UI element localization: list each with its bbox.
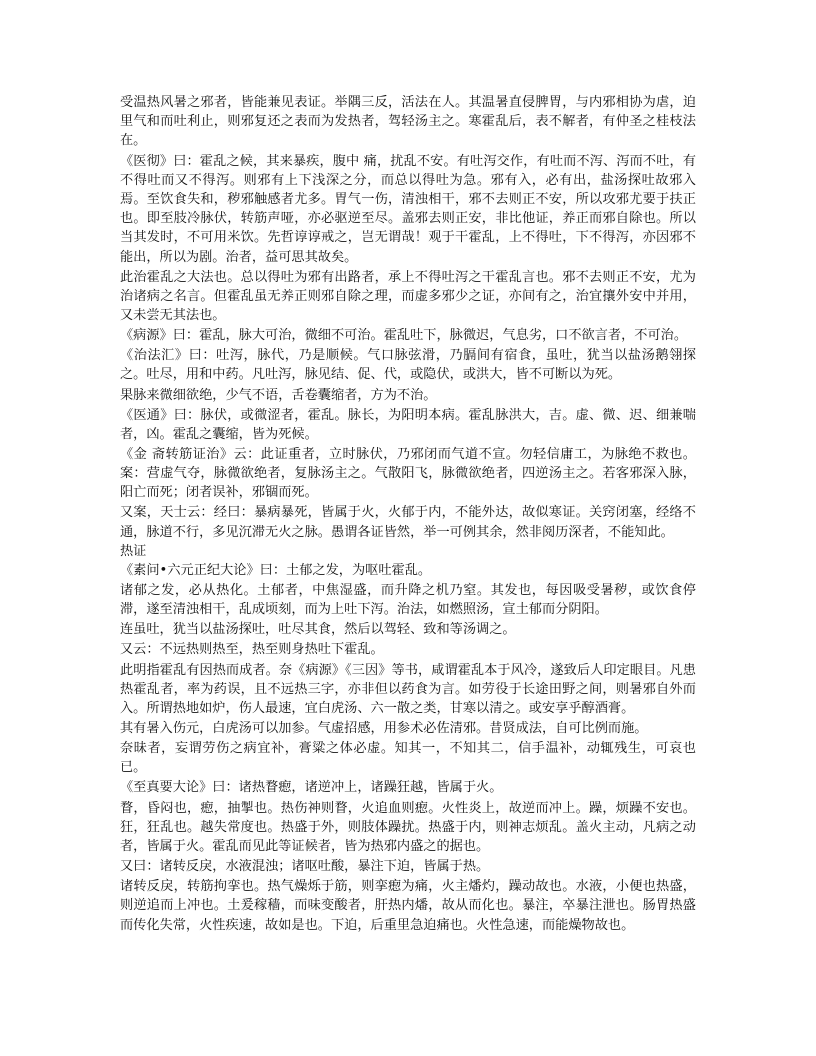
- paragraph: 又案，天士云：经曰：暴病暴死，皆属于火，火郁于内，不能外达，故似寒证。关窍闭塞，经络不通，脉道不行，多见沉滞无火之脉。愚谓各证皆然，举一可例其余，然非阅历深者，不能知此。: [120, 505, 696, 540]
- section-title: 热证: [120, 543, 147, 559]
- document-page: [120, 93, 696, 935]
- paragraph: 其有暑入伤元，白虎汤可以加参。气虚招感，用参术必佐清邪。昔贤成法，自可比例而施。: [120, 721, 648, 737]
- paragraph: 《病源》曰：霍乱，脉大可治，微细不可治。霍乱吐下，脉微迟，气息劣，口不欲言者，不可治。: [120, 328, 688, 344]
- paragraph: 又云：不远热则热至，热至则身热吐下霍乱。: [120, 642, 384, 658]
- paragraph: 《医彻》曰：霍乱之候，其来暴疾，腹中 痛，扰乱不安。有吐泻交作，有吐而不泻、泻而不吐，有不得吐而又不得泻。则邪有上下浅深之分，而总以得吐为急。邪有入，必有出，盐汤探吐故邪入焉。至饮食失和，秽邪触感者尤多。胃气一伤，清浊相干，邪不去则正不安，所以攻邪尤要于扶正也。即至肢冷脉伏，转筋声哑，亦必驱逆至尽。盖邪去则正安，非比他证，养正而邪自除也。所以当其发时，不可用米饮。先哲谆谆戒之，岂无谓哉！观于干霍乱，上不得吐，下不得泻，亦因邪不能出，所以为剧。治者，益可思其故矣。: [120, 153, 696, 265]
- paragraph: 连虽吐，犹当以盐汤探吐，吐尽其食，然后以驾轻、致和等汤调之。: [120, 622, 516, 638]
- paragraph: 受温热风暑之邪者，皆能兼见表证。举隅三反，活法在人。其温暑直侵脾胃，与内邪相协为虐，迫里气和而吐利止，则邪复还之表而为发热者，驾轻汤主之。寒霍乱后，表不解者，有仲圣之桂枝法在。: [120, 95, 696, 149]
- paragraph: 诸转反戾，转筋拘挛也。热气燥烁于筋，则挛瘛为痛，火主燔灼，躁动故也。水液，小便也热盛，则逆追而上冲也。土爰稼穑，而味变酸者，肝热内燔，故从而化也。暴注，卒暴注泄也。肠胃热盛而传化失常，火性疾速，故如是也。下迫，后重里急迫痛也。火性急速，而能燥物故也。: [120, 879, 696, 933]
- paragraph: 瞀，昏闷也，瘛，抽掣也。热伤神则瞀，火追血则瘛。火性炎上，故逆而冲上。躁，烦躁不安也。狂，狂乱也。越失常度也。热盛于外，则肢体躁扰。热盛于内，则神志烦乱。盖火主动，凡病之动者，皆属于火。霍乱而见此等证候者，皆为热邪内盛之的据也。: [120, 800, 696, 854]
- paragraph: 《金 斋转筋证治》云：此证重者，立时脉伏，乃邪闭而气道不宣。勿轻信庸工，为脉绝不救也。案：营虚气夺，脉微欲绝者，复脉汤主之。气散阳飞，脉微欲绝者，四逆汤主之。若客邪深入脉，阳亡而死；闭者误补，邪锢而死。: [120, 446, 696, 501]
- paragraph: 此明指霍乱有因热而成者。奈《病源》《三因》等书，咸谓霍乱本于风冷，遂致后人印定眼目。凡患热霍乱者，率为药误，且不远热三字，亦非但以药食为言。如劳役于长途田野之间，则暑邪自外而入。所谓热地如炉，伤人最速，宜白虎汤、六一散之类，甘寒以清之。或安享乎醇酒膏。: [120, 662, 696, 716]
- paragraph: 《素问•六元正纪大论》曰：土郁之发，为呕吐霍乱。: [120, 563, 432, 578]
- paragraph: 果脉来微细欲绝，少气不语，舌卷囊缩者，方为不治。: [120, 387, 437, 403]
- paragraph: 又曰：诸转反戾，水液混浊；诸呕吐酸，暴注下迫，皆属于热。: [120, 859, 490, 875]
- paragraph: 《至真要大论》曰：诸热瞀瘛，诸逆冲上，诸躁狂越，皆属于火。: [120, 780, 503, 796]
- paragraph: 诸郁之发，必从热化。土郁者，中焦湿盛，而升降之机乃窒。其发也，每因吸受暑秽，或饮食停滞，遂至清浊相干，乱成顷刻，而为上吐下泻。治法，如燃照汤，宣土郁而分阴阳。: [120, 583, 696, 618]
- paragraph: 《治法汇》曰：吐泻，脉代，乃是顺候。气口脉弦滑，乃膈间有宿食，虽吐，犹当以盐汤鹅翎探之。吐尽，用和中药。凡吐泻，脉见结、促、代，或隐伏，或洪大，皆不可断以为死。: [120, 348, 696, 383]
- paragraph: 奈昧者，妄谓劳伤之病宜补，膏粱之体必虚。知其一，不知其二，信手温补，动辄残生，可哀也已。: [120, 741, 696, 776]
- paragraph: 《医通》曰：脉伏，或微涩者，霍乱。脉长，为阳明本病。霍乱脉洪大，吉。虚、微、迟、细兼喘者，凶。霍乱之囊缩，皆为死候。: [120, 407, 696, 442]
- paragraph: 此治霍乱之大法也。总以得吐为邪有出路者，承上不得吐泻之干霍乱言也。邪不去则正不安，尤为治诸病之名言。但霍乱虽无养正则邪自除之理，而虚多邪少之证，亦间有之，治宜攘外安中并用，又未尝无其法也。: [120, 269, 696, 324]
